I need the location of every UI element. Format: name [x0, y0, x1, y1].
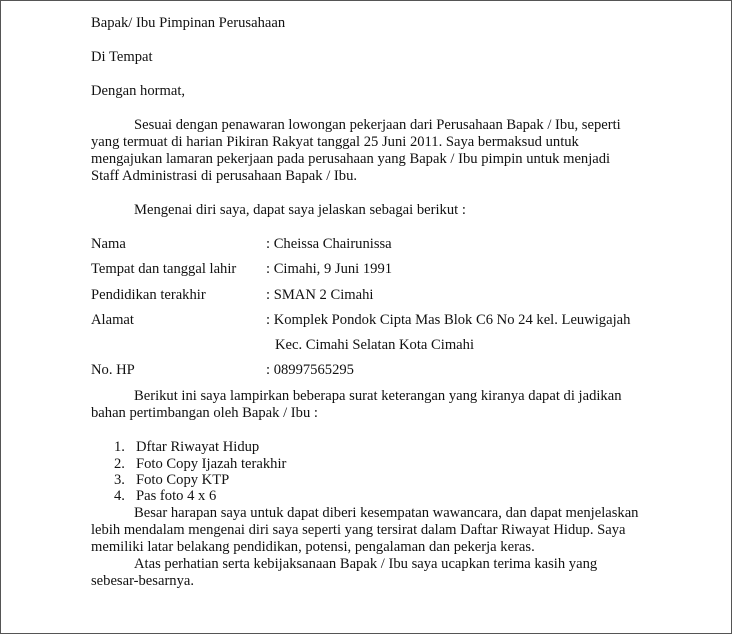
intro-line-4: Staff Administrasi di perusahaan Bapak / Ibu. [91, 168, 358, 184]
detail-label-name: Nama [91, 236, 126, 252]
attachment-num: 2. [114, 456, 125, 472]
detail-value-name: : Cheissa Chairunissa [266, 236, 392, 252]
intro-line-1: Sesuai dengan penawaran lowongan pekerjaan dari Perusahaan Bapak / Ibu, seperti [134, 117, 621, 133]
attachment-item: Foto Copy Ijazah terakhir [136, 456, 287, 472]
greeting: Dengan hormat, [91, 83, 186, 99]
attachment-item: Foto Copy KTP [136, 472, 230, 488]
detail-value-education: : SMAN 2 Cimahi [266, 287, 374, 303]
intro-line-3: mengajukan lamaran pekerjaan pada perusahaan yang Bapak / Ibu pimpin untuk menjadi [91, 151, 611, 167]
attachment-item: Dftar Riwayat Hidup [136, 439, 260, 455]
attachment-num: 3. [114, 472, 125, 488]
thanks-line-1: Atas perhatian serta kebijaksanaan Bapak / Ibu saya ucapkan terima kasih yang [134, 556, 598, 572]
place: Di Tempat [91, 49, 153, 65]
self-intro: Mengenai diri saya, dapat saya jelaskan sebagai berikut : [134, 202, 466, 218]
detail-value-address-line2: Kec. Cimahi Selatan Kota Cimahi [275, 337, 474, 353]
closing-line-1: Besar harapan saya untuk dapat diberi kesempatan wawancara, dan dapat menjelaskan [134, 505, 639, 521]
closing-line-2: lebih mendalam mengenai diri saya seperti yang tersirat dalam Daftar Riwayat Hidup. Saya [91, 522, 626, 538]
detail-value-address: : Komplek Pondok Cipta Mas Blok C6 No 24 kel. Leuwigajah [266, 312, 631, 328]
attachment-item: Pas foto 4 x 6 [136, 488, 217, 504]
detail-label-birth: Tempat dan tanggal lahir [91, 261, 237, 277]
recipient: Bapak/ Ibu Pimpinan Perusahaan [91, 15, 286, 31]
attachment-intro-line-1: Berikut ini saya lampirkan beberapa surat keterangan yang kiranya dapat di jadikan [134, 388, 622, 404]
detail-value-phone: : 08997565295 [266, 362, 354, 378]
detail-label-phone: No. HP [91, 362, 135, 378]
intro-line-2: yang termuat di harian Pikiran Rakyat tanggal 25 Juni 2011. Saya bermaksud untuk [91, 134, 579, 150]
closing-line-3: memiliki latar belakang pendidikan, potensi, pengalaman dan pekerja keras. [91, 539, 535, 555]
detail-value-birth: : Cimahi, 9 Juni 1991 [266, 261, 393, 277]
attachment-num: 4. [114, 488, 125, 504]
thanks-line-2: sebesar-besarnya. [91, 573, 195, 589]
detail-label-education: Pendidikan terakhir [91, 287, 206, 303]
attachment-intro-line-2: bahan pertimbangan oleh Bapak / Ibu : [91, 405, 318, 421]
attachment-num: 1. [114, 439, 125, 455]
detail-label-address: Alamat [91, 312, 134, 328]
